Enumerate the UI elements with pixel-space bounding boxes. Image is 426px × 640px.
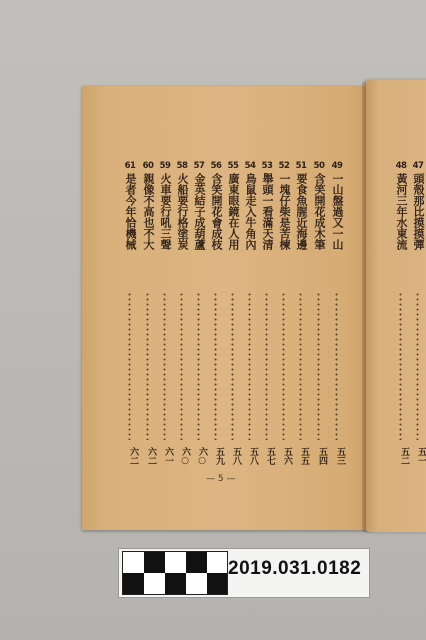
leader-dots [265,292,268,440]
entry-page-number: 五一 [416,447,426,465]
entry-52 [278,160,290,250]
entry-number: 48 [395,161,407,171]
leader-dots [214,292,217,440]
entry-page-number: 五五 [299,447,309,465]
entry-page-number: 六二 [128,447,138,465]
entry-50 [313,160,325,250]
entry-number: 51 [295,161,307,171]
entry-57 [193,160,205,250]
entry-51 [295,160,307,250]
leader-dots [317,292,320,440]
leader-dots [197,292,200,440]
entry-page-number: 六二 [146,447,156,465]
entry-49 [331,160,343,250]
entry-number: 58 [176,161,188,171]
entry-60 [142,160,154,250]
entry-number: 52 [278,161,290,171]
entry-text: 含笑開花成木筆 [313,173,326,250]
entry-page-number: 五三 [335,447,345,465]
entry-page-number: 六○ [197,447,207,466]
entry-text: 廣東眼鏡在人用 [227,173,240,250]
entry-page-number: 六一 [163,447,173,465]
entry-text: 金英結子成葫蘆 [193,173,206,250]
leader-dots [399,292,402,440]
entry-number: 61 [124,161,136,171]
entry-number: 55 [227,161,239,171]
entry-page-number: 六○ [180,447,190,466]
page-folio: — 5 — [206,474,236,484]
entry-text: 要食魚腥近海邊 [295,173,308,250]
entry-text: 火車要行吼三聲 [159,173,172,250]
entry-page-number: 五四 [317,447,327,465]
color-checker-target [122,551,228,595]
entry-text: 鳥鼠走入牛角內 [244,173,257,250]
entry-number: 57 [193,161,205,171]
leader-dots [416,292,419,440]
entry-54 [244,160,256,250]
leader-dots [128,292,131,440]
accession-number: 2019.031.0182 [228,558,362,579]
entry-47 [412,160,424,250]
leader-dots [282,292,285,440]
leader-dots [231,292,234,440]
entry-page-number: 五七 [265,447,275,465]
entry-page-number: 五二 [399,447,409,465]
entry-text: 舉頭一看滿天清 [261,173,274,250]
entry-page-number: 五九 [214,447,224,465]
entry-number: 47 [412,161,424,171]
leader-dots [163,292,166,440]
entry-56 [210,160,222,250]
entry-page-number: 五六 [282,447,292,465]
leader-dots [335,292,338,440]
entry-text: 含笑開花會成枝 [210,173,223,250]
entry-48 [395,160,407,250]
leader-dots [146,292,149,440]
entry-page-number: 五八 [248,447,258,465]
entry-number: 60 [142,161,154,171]
entry-61 [124,160,136,250]
entry-text: 是者今年恰機械 [124,173,137,250]
entry-text: 火船要行格塗炭 [176,173,189,250]
entry-53 [261,160,273,250]
entry-text: 頭殼那比摸摸彈 [412,173,425,250]
leader-dots [180,292,183,440]
entry-text: 黃河三年水東流 [395,173,408,250]
leader-dots [248,292,251,440]
entry-page-number: 五八 [231,447,241,465]
entry-number: 59 [159,161,171,171]
entry-number: 50 [313,161,325,171]
leader-dots [299,292,302,440]
entry-58 [176,160,188,250]
entry-text: 一塊仔柴是苦楝 [278,173,291,250]
entry-text: 親像不高也不大 [142,173,155,250]
entry-number: 49 [331,161,343,171]
entry-number: 53 [261,161,273,171]
entry-number: 56 [210,161,222,171]
entry-number: 54 [244,161,256,171]
entry-55 [227,160,239,250]
entry-59 [159,160,171,250]
entry-text: 一山盤過又一山 [331,173,344,250]
